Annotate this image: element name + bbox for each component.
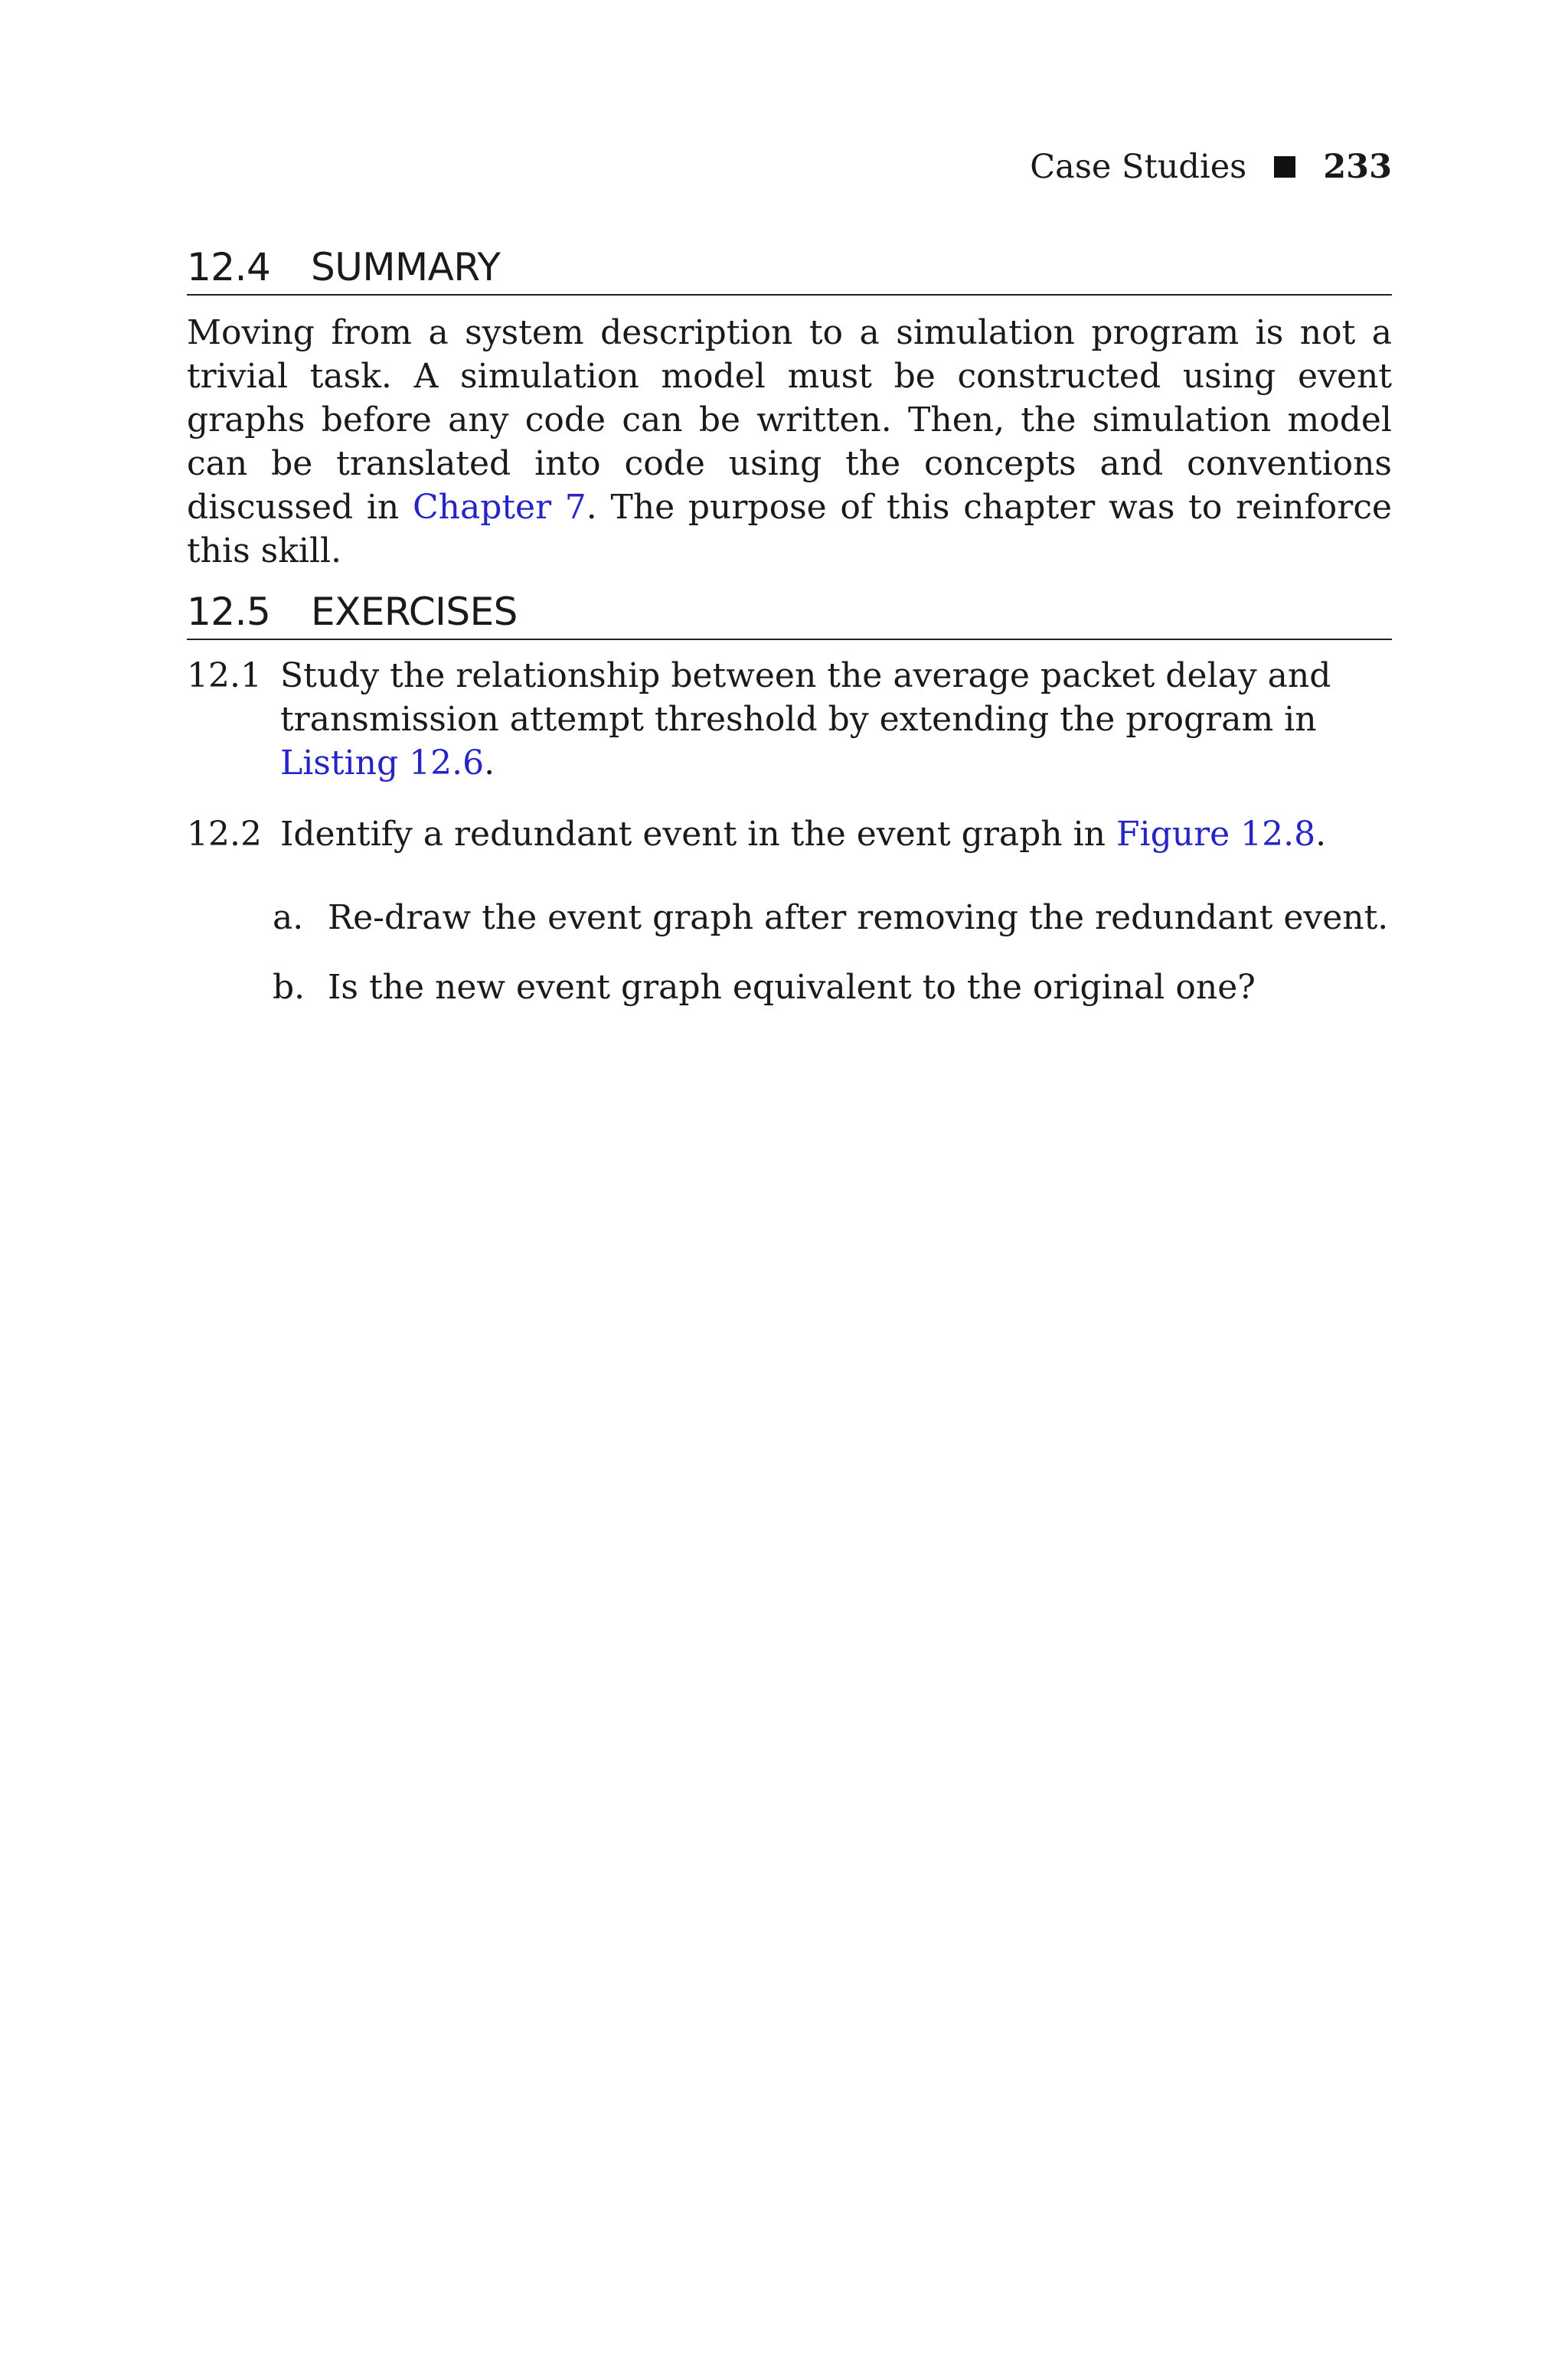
exercise-text (280, 654, 1392, 785)
subitem-text: Re-draw the event graph after removing the redundant event. (328, 898, 1389, 937)
exercise-subitem (273, 966, 1392, 1009)
subitem-label: b. (273, 968, 305, 1007)
listing-12-6-link[interactable]: Listing 12.6 (280, 743, 485, 783)
exercise-number: 12.1 (187, 656, 262, 695)
section-number: 12.4 (187, 245, 271, 289)
running-title: Case Studies (1030, 148, 1247, 186)
exercise-item (187, 654, 1392, 785)
section-title: SUMMARY (311, 245, 501, 289)
section-heading-summary (187, 243, 1392, 296)
page-number: 233 (1323, 148, 1392, 186)
summary-section (187, 243, 1392, 573)
exercise-subitem (273, 896, 1392, 939)
exercise-number: 12.2 (187, 815, 262, 854)
square-bullet-icon (1274, 156, 1295, 178)
exercise-text (280, 812, 1392, 856)
exercise-text-body: Study the relationship between the average packet delay and transmission attempt threshold by extending the program in (280, 656, 1331, 739)
section-number: 12.5 (187, 590, 271, 634)
exercise-text-end: . (484, 743, 495, 783)
subitem-text: Is the new event graph equivalent to the original one? (328, 968, 1256, 1007)
summary-text-end: . The purpose of this chapter was to reinforce this skill. (187, 488, 1393, 570)
exercise-item (187, 812, 1392, 856)
running-header (1030, 144, 1392, 190)
exercise-text-body: Identify a redundant event in the event graph in (280, 815, 1116, 854)
section-heading-exercises (187, 588, 1392, 640)
figure-12-8-link[interactable]: Figure 12.8 (1116, 815, 1316, 854)
exercise-text-end: . (1315, 815, 1327, 854)
exercises-section (187, 588, 1392, 1009)
subitem-label: a. (273, 898, 304, 937)
section-title: EXERCISES (311, 590, 518, 634)
summary-paragraph (187, 311, 1392, 573)
summary-text: Moving from a system description to a simulation program is not a trivial task. A simulation model must be constructed using event graphs before any code can be written. Then, the simulation model can be translated into code using the concepts and conventions discussed in (187, 313, 1392, 527)
chapter-7-link[interactable]: Chapter 7 (412, 488, 586, 527)
